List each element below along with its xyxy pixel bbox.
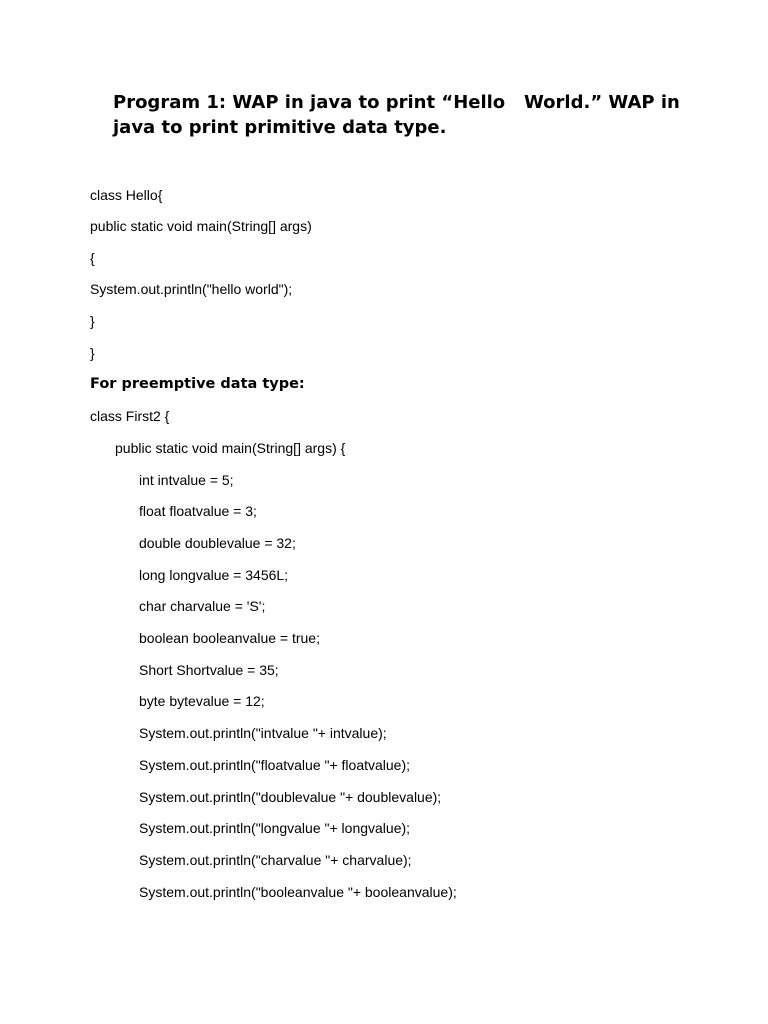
code-line: float floatvalue = 3;	[139, 503, 257, 519]
code-line: }	[90, 345, 95, 361]
code-line: long longvalue = 3456L;	[139, 567, 289, 583]
code-line: char charvalue = 'S';	[139, 598, 266, 614]
code-line: double doublevalue = 32;	[139, 535, 296, 551]
code-line: {	[90, 250, 95, 266]
code-line: int intvalue = 5;	[139, 472, 234, 488]
code-line: boolean booleanvalue = true;	[139, 630, 320, 646]
code-line: public static void main(String[] args)	[90, 218, 312, 234]
code-line: System.out.println("booleanvalue "+ booleanvalue);	[139, 884, 457, 900]
code-line: System.out.println("charvalue "+ charvalue);	[139, 852, 412, 868]
code-line: public static void main(String[] args) {	[115, 440, 346, 456]
code-line: System.out.println("longvalue "+ longvalue);	[139, 820, 411, 836]
program-title: Program 1: WAP in java to print “Hello World.” WAP in java to print primitive data type.	[113, 92, 687, 138]
code-line: Short Shortvalue = 35;	[139, 662, 279, 678]
code-line: class Hello{	[90, 187, 163, 203]
code-line: System.out.println("floatvalue "+ floatvalue);	[139, 757, 411, 773]
code-line: }	[90, 313, 95, 329]
section-heading: For preemptive data type:	[90, 376, 305, 392]
code-line: class First2 {	[90, 408, 170, 424]
code-line: System.out.println("hello world");	[90, 281, 293, 297]
code-line: System.out.println("doublevalue "+ doublevalue);	[139, 789, 442, 805]
code-line: System.out.println("intvalue "+ intvalue);	[139, 725, 387, 741]
code-line: byte bytevalue = 12;	[139, 693, 265, 709]
